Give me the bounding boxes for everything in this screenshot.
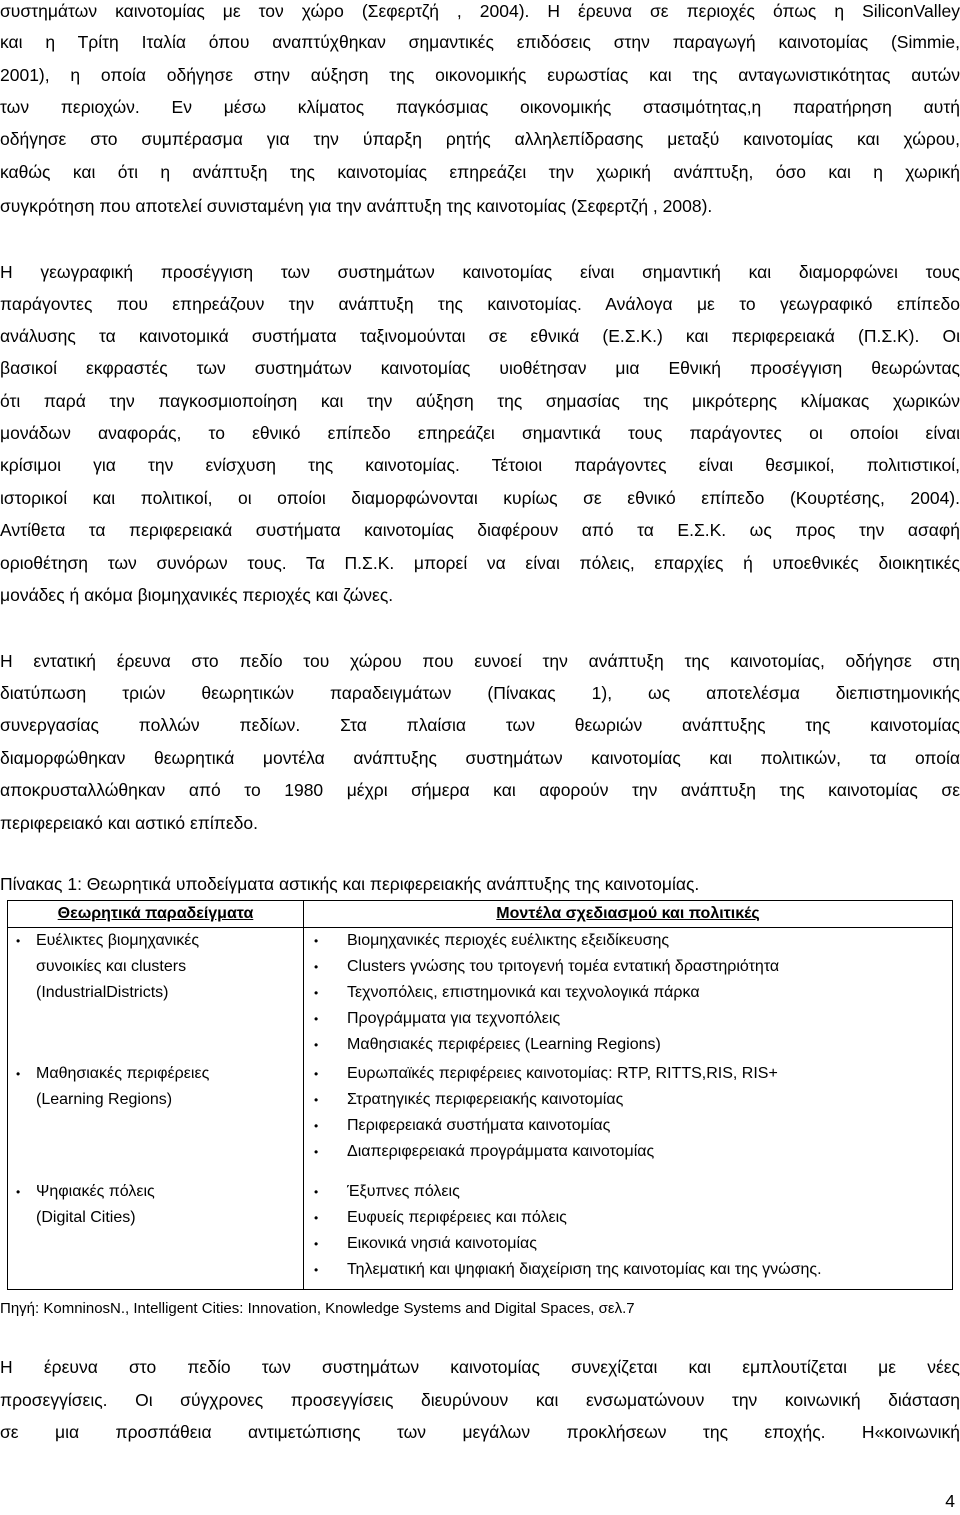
- models-cell: [304, 1061, 953, 1179]
- table-source: Πηγή: KomninosN., Intelligent Cities: Innovation, Knowledge Systems and Digital Spaces, σελ.7: [0, 1300, 635, 1317]
- bullet-icon: •: [314, 1263, 319, 1277]
- paradigm-cell: [8, 1061, 304, 1179]
- bullet-icon: •: [314, 986, 319, 1000]
- text-line: βασικοί εκφραστές των συστημάτων καινοτομίας υιοθέτησαν μια Εθνική προσέγγιση θεωρώντας: [0, 358, 960, 378]
- text-line: των περιοχών. Εν μέσω κλίματος παγκόσμιας οικονομικής στασιμότητας,η παρατήρηση αυτή: [0, 97, 960, 117]
- paradigm-continuation: συνοικίες και clusters: [36, 958, 187, 975]
- text-line: ανάλυσης τα καινοτομικά συστήματα ταξινομούνται σε εθνικά (Ε.Σ.Κ.) και περιφερειακά (Π.Σ.Κ). Οι: [0, 326, 960, 346]
- list-item: • Clusters γνώσης του τριτογενή τομέα εντατική δραστηριότητα: [304, 954, 952, 980]
- bullet-icon: •: [314, 1119, 319, 1133]
- bullet-icon: •: [314, 934, 319, 948]
- bullet-icon: •: [16, 934, 21, 948]
- list-item: • Εικονικά νησιά καινοτομίας: [304, 1231, 952, 1257]
- text-line: παράγοντες που επηρεάζουν την ανάπτυξη της καινοτομίας. Ανάλογα με το γεωγραφικό επίπεδο: [0, 294, 960, 314]
- list-item: • Ψηφιακές πόλεις: [8, 1179, 303, 1205]
- table-row: [8, 1061, 953, 1179]
- column-header: Μοντέλα σχεδιασμού και πολιτικές: [304, 901, 953, 928]
- text-line: σε μια προσπάθεια αντιμετώπισης των μεγάλων προκλήσεων της εποχής. Η«κοινωνική: [0, 1422, 960, 1442]
- list-item: • Μαθησιακές περιφέρειες: [8, 1061, 303, 1087]
- models-cell: [304, 928, 953, 1062]
- paradigm-continuation: (Learning Regions): [36, 1091, 173, 1108]
- text-line: οδήγησε στο συμπέρασμα για την ύπαρξη ρητής αλληλεπίδρασης μεταξύ καινοτομίας και χώρου,: [0, 129, 960, 149]
- list-item: • Μαθησιακές περιφέρειες (Learning Regions): [304, 1032, 952, 1058]
- list-item: • Ευέλικτες βιομηχανικές: [8, 928, 303, 954]
- text-line: Η εντατική έρευνα στο πεδίο του χώρου που ευνοεί την ανάπτυξη της καινοτομίας, οδήγησε στη: [0, 651, 960, 671]
- text-line: Η γεωγραφική προσέγγιση των συστημάτων καινοτομίας είναι σημαντική και διαμορφώνει τους: [0, 262, 960, 282]
- column-header: Θεωρητικά παραδείγματα: [8, 901, 304, 928]
- list-item: • Ευρωπαϊκές περιφέρειες καινοτομίας: RTP, RITTS,RIS, RIS+: [304, 1061, 952, 1087]
- bullet-icon: •: [314, 1038, 319, 1052]
- paradigm-cell: [8, 928, 304, 1062]
- text-line: προσεγγίσεις. Οι σύγχρονες προσεγγίσεις διευρύνουν και ενσωματώνουν την κοινωνική διάσταση: [0, 1390, 960, 1410]
- bullet-icon: •: [16, 1067, 21, 1081]
- list-item: • Τεχνοπόλεις, επιστημονικά και τεχνολογικά πάρκα: [304, 980, 952, 1006]
- table-row: [8, 928, 953, 1062]
- list-item: • Προγράμματα για τεχνοπόλεις: [304, 1006, 952, 1032]
- text-line: καθώς και ότι η ανάπτυξη της καινοτομίας επηρεάζει την χωρική ανάπτυξη, όσο και η χωρική: [0, 162, 960, 182]
- text-line: κρίσιμοι για την ενίσχυση της καινοτομίας. Τέτοιοι παράγοντες είναι θεσμικοί, πολιτιστικοί,: [0, 455, 960, 475]
- bullet-icon: •: [314, 1237, 319, 1251]
- text-line: 2001), η οποία οδήγησε στην αύξηση της οικονομικής ευρωστίας και της ανταγωνιστικότητας αυτών: [0, 65, 960, 85]
- paradigm-continuation: (Digital Cities): [36, 1209, 136, 1226]
- text-line: μονάδες ή ακόμα βιομηχανικές περιοχές και ζώνες.: [0, 585, 394, 605]
- list-item: • Διαπεριφερειακά προγράμματα καινοτομίας: [304, 1139, 952, 1165]
- bullet-icon: •: [314, 960, 319, 974]
- text-line: αποκρυσταλλώθηκαν από το 1980 μέχρι σήμερα και αφορούν την ανάπτυξη της καινοτομίας σε: [0, 780, 960, 800]
- table-header-row: [8, 901, 953, 928]
- bullet-icon: •: [314, 1012, 319, 1026]
- bullet-icon: •: [314, 1067, 319, 1081]
- text-line: και η Τρίτη Ιταλία όπου αναπτύχθηκαν σημαντικές επιδόσεις στην παραγωγή καινοτομίας (Simmie,: [0, 32, 960, 52]
- text-line: οριοθέτηση των συνόρων τους. Τα Π.Σ.Κ. μπορεί να είναι πόλεις, επαρχίες ή υποεθνικές διοικητικές: [0, 553, 960, 573]
- page-number: 4: [945, 1491, 955, 1511]
- text-line: Η έρευνα στο πεδίο των συστημάτων καινοτομίας συνεχίζεται και εμπλουτίζεται με νέες: [0, 1357, 960, 1377]
- text-line: συγκρότηση που αποτελεί συνισταμένη για την ανάπτυξη της καινοτομίας (Σεφερτζή , 2008).: [0, 196, 713, 216]
- bullet-icon: •: [314, 1211, 319, 1225]
- text-line: ιστορικοί και πολιτικοί, οι οποίοι διαμορφώνονται κυρίως σε εθνικό επίπεδο (Κουρτέσης, 2004).: [0, 488, 960, 508]
- list-item: • Περιφερειακά συστήματα καινοτομίας: [304, 1113, 952, 1139]
- table-caption: Πίνακας 1: Θεωρητικά υποδείγματα αστικής και περιφερειακής ανάπτυξης της καινοτομίας.: [0, 874, 700, 894]
- text-line: ότι παρά την παγκοσμιοποίηση και την αύξηση της σημασίας της μικρότερης κλίμακας χωρικών: [0, 391, 960, 411]
- text-line: μονάδων αναφοράς, το εθνικό επίπεδο επηρεάζει σημαντικά τους παράγοντες οι οποίοι είναι: [0, 423, 960, 443]
- text-line: συνεργασίας πολλών πεδίων. Στα πλαίσια των θεωριών ανάπτυξης της καινοτομίας: [0, 715, 960, 735]
- theory-table: [7, 900, 953, 1290]
- text-line: διαμορφώθηκαν θεωρητικά μοντέλα ανάπτυξης συστημάτων καινοτομίας και πολιτικών, τα οποία: [0, 748, 960, 768]
- paradigm-cell: [8, 1179, 304, 1290]
- text-line: συστημάτων καινοτομίας με τον χώρο (Σεφερτζή , 2004). Η έρευνα σε περιοχές όπως η SiliconValley: [0, 1, 960, 21]
- table-row: [8, 1179, 953, 1290]
- list-item: • Ευφυείς περιφέρειες και πόλεις: [304, 1205, 952, 1231]
- bullet-icon: •: [314, 1185, 319, 1199]
- text-line: Αντίθετα τα περιφερειακά συστήματα καινοτομίας διαφέρουν από τα Ε.Σ.Κ. ως προς την ασαφή: [0, 520, 960, 540]
- bullet-icon: •: [16, 1185, 21, 1199]
- text-line: διατύπωση τριών θεωρητικών παραδειγμάτων (Πίνακας 1), ως αποτελέσμα διεπιστημονικής: [0, 683, 960, 703]
- bullet-icon: •: [314, 1145, 319, 1159]
- list-item: • Στρατηγικές περιφερειακής καινοτομίας: [304, 1087, 952, 1113]
- list-item: • Έξυπνες πόλεις: [304, 1179, 952, 1205]
- bullet-icon: •: [314, 1093, 319, 1107]
- models-cell: [304, 1179, 953, 1290]
- text-line: περιφερειακό και αστικό επίπεδο.: [0, 813, 258, 833]
- list-item: • Βιομηχανικές περιοχές ευέλικτης εξειδίκευσης: [304, 928, 952, 954]
- list-item: • Τηλεματική και ψηφιακή διαχείριση της καινοτομίας και της γνώσης.: [304, 1257, 952, 1283]
- paradigm-continuation: (IndustrialDistricts): [36, 984, 169, 1001]
